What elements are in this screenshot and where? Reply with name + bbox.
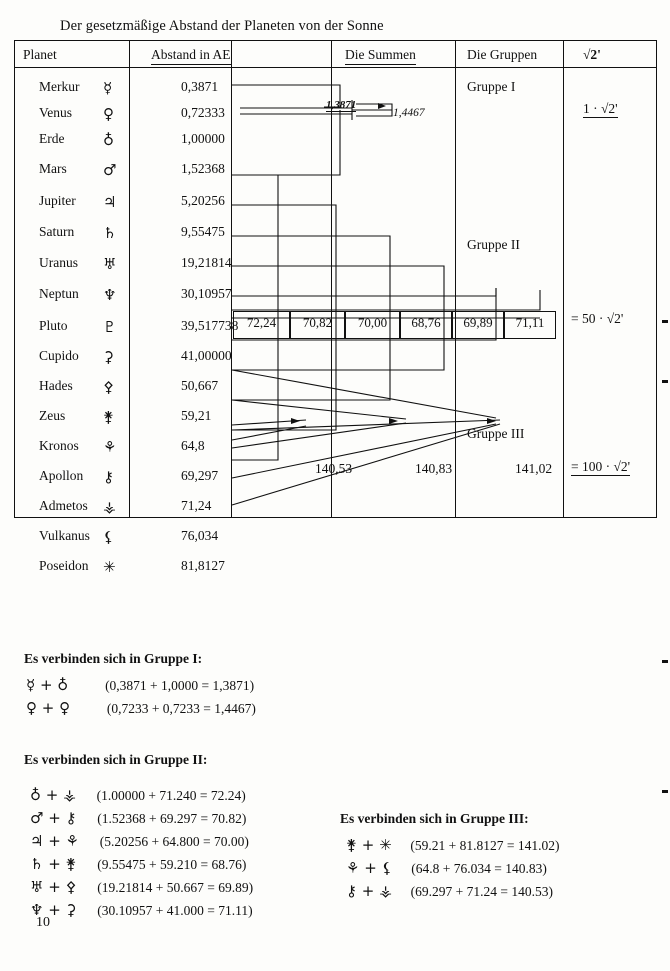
group-label-2: Gruppe II <box>467 237 520 252</box>
inline-sum-3: 140,53 <box>315 461 353 476</box>
planet-distance: 50,667 <box>181 378 219 393</box>
planet-symbol: ♇ <box>103 318 117 336</box>
sqrt-expression-3: = 100 · √2' <box>571 459 631 474</box>
planet-name: Cupido <box>39 348 79 363</box>
column-header-sums: Die Summen <box>345 47 416 65</box>
note-line <box>26 676 254 694</box>
note-symbols: ♃ + ⚘ <box>30 832 79 850</box>
note-line <box>346 882 553 900</box>
planet-name: Hades <box>39 378 73 393</box>
sum-cell: 70,00 <box>345 311 400 339</box>
planet-name: Kronos <box>39 438 79 453</box>
group-label-3: Gruppe III <box>467 426 525 441</box>
table-vrule <box>563 41 564 517</box>
planet-name: Vulkanus <box>39 528 90 543</box>
page-number: 10 <box>36 915 50 930</box>
planet-symbol: ⚘ <box>103 438 117 456</box>
notes-heading-group1: Es verbinden sich in Gruppe I: <box>24 651 203 666</box>
note-text: (9.55475 + 59.210 = 68.76) <box>97 857 247 872</box>
column-header-sqrt: √2' <box>583 47 601 62</box>
group-label-1: Gruppe I <box>467 79 516 94</box>
sqrt-expression-1: 1 · √2' <box>583 101 618 116</box>
planet-distance: 0,3871 <box>181 79 219 94</box>
planet-symbol: ♆ <box>103 286 117 304</box>
planet-distance: 69,297 <box>181 468 219 483</box>
note-symbols: ♆ + ⚳ <box>30 901 77 919</box>
scan-edge-mark <box>662 790 668 793</box>
note-line <box>30 832 249 850</box>
column-header-distance: Abstand in AE <box>151 47 231 65</box>
planet-symbol: ⚸ <box>103 528 114 546</box>
planet-symbol: ☿ <box>103 79 113 97</box>
table-vrule <box>231 41 232 517</box>
planet-symbol: ♀ <box>103 105 114 123</box>
note-symbols: ♄ + ⚵ <box>30 855 77 873</box>
note-symbols: ♅ + ⚴ <box>30 878 77 896</box>
scan-edge-mark <box>662 380 668 383</box>
planet-distance: 9,55475 <box>181 224 225 239</box>
inline-sum-4: 140,83 <box>415 461 453 476</box>
planet-distance: 76,034 <box>181 528 219 543</box>
note-text: (59.21 + 81.8127 = 141.02) <box>410 838 560 853</box>
note-line <box>30 786 246 804</box>
note-symbols: ⚵ + ✳ <box>346 836 392 854</box>
note-text: (19.21814 + 50.667 = 69.89) <box>97 880 254 895</box>
planet-symbol: ⚷ <box>103 468 114 486</box>
planet-distance: 1,00000 <box>181 131 225 146</box>
planet-name: Zeus <box>39 408 66 423</box>
planet-name: Saturn <box>39 224 75 239</box>
planet-symbol: ♃ <box>103 193 117 211</box>
table-vrule <box>331 41 332 517</box>
planet-distance: 59,21 <box>181 408 212 423</box>
planet-distance: 5,20256 <box>181 193 225 208</box>
planet-name: Neptun <box>39 286 79 301</box>
planet-distance: 71,24 <box>181 498 212 513</box>
inline-sum-5: 141,02 <box>515 461 553 476</box>
planet-symbol: ✳ <box>103 558 116 576</box>
planet-distance: 30,10957 <box>181 286 232 301</box>
note-line <box>346 836 560 854</box>
planet-name: Apollon <box>39 468 84 483</box>
note-symbols: ♀ + ♀ <box>26 699 71 717</box>
planet-symbol: ♅ <box>103 255 117 273</box>
table-vrule <box>129 41 130 517</box>
planet-symbol: ⚵ <box>103 408 114 426</box>
note-text: (1.52368 + 69.297 = 70.82) <box>97 811 247 826</box>
sqrt-expression-2: = 50 · √2' <box>571 311 624 326</box>
note-symbols: ☿ + ♁ <box>26 676 69 694</box>
planet-name: Merkur <box>39 79 80 94</box>
planet-symbol: ⚶ <box>103 498 116 516</box>
planet-name: Venus <box>39 105 72 120</box>
note-line <box>30 901 253 919</box>
note-symbols: ⚘ + ⚸ <box>346 859 393 877</box>
inline-sum-2: 1,4467 <box>393 107 425 119</box>
sum-cell: 70,82 <box>290 311 345 339</box>
planet-distance-table <box>14 40 657 576</box>
sum-cell: 69,89 <box>452 311 504 339</box>
planet-name: Poseidon <box>39 558 89 573</box>
inline-sum-1: 1,3871 <box>326 99 357 111</box>
notes-heading-group3: Es verbinden sich in Gruppe III: <box>340 811 529 826</box>
note-text: (69.297 + 71.24 = 140.53) <box>410 884 553 899</box>
planet-name: Jupiter <box>39 193 76 208</box>
planet-symbol: ♂ <box>103 161 117 179</box>
planet-symbol: ⚳ <box>103 348 114 366</box>
note-symbols: ⚷ + ⚶ <box>346 882 392 900</box>
planet-distance: 64,8 <box>181 438 205 453</box>
scan-edge-mark <box>662 320 668 323</box>
planet-symbol: ♁ <box>103 131 114 149</box>
notes-heading-group2: Es verbinden sich in Gruppe II: <box>24 752 208 767</box>
table-header-rule <box>15 67 656 68</box>
planet-name: Mars <box>39 161 67 176</box>
sum-cell: 68,76 <box>400 311 452 339</box>
note-text: (5.20256 + 64.800 = 70.00) <box>99 834 249 849</box>
scan-edge-mark <box>662 660 668 663</box>
note-symbols: ♁ + ⚶ <box>30 786 76 804</box>
note-line <box>30 855 246 873</box>
planet-distance: 39,517738 <box>181 318 239 333</box>
planet-distance: 0,72333 <box>181 105 225 120</box>
note-line <box>30 809 246 827</box>
sum-cell: 72,24 <box>233 311 290 339</box>
page-title: Der gesetzmäßige Abstand der Planeten von der Sonne <box>60 18 384 34</box>
column-header-groups: Die Gruppen <box>467 47 538 62</box>
sum-cell: 71,11 <box>504 311 556 339</box>
note-line <box>346 859 547 877</box>
planet-distance: 81,8127 <box>181 558 225 573</box>
note-text: (64.8 + 76.034 = 140.83) <box>411 861 547 876</box>
planet-symbol: ♄ <box>103 224 117 242</box>
planet-distance: 19,21814 <box>181 255 232 270</box>
planet-name: Erde <box>39 131 65 146</box>
note-text: (30.10957 + 41.000 = 71.11) <box>97 903 253 918</box>
note-text: (0,7233 + 0,7233 = 1,4467) <box>106 701 256 716</box>
column-header-planet: Planet <box>23 47 57 62</box>
planet-distance: 1,52368 <box>181 161 225 176</box>
note-text: (0,3871 + 1,0000 = 1,3871) <box>105 678 255 693</box>
planet-name: Admetos <box>39 498 88 513</box>
planet-distance: 41,00000 <box>181 348 232 363</box>
planet-symbol: ⚴ <box>103 378 114 396</box>
table-vrule <box>455 41 456 517</box>
note-symbols: ♂ + ⚷ <box>30 809 77 827</box>
note-text: (1.00000 + 71.240 = 72.24) <box>96 788 246 803</box>
planet-name: Pluto <box>39 318 68 333</box>
planet-name: Uranus <box>39 255 78 270</box>
note-line <box>30 878 253 896</box>
note-line <box>26 699 256 717</box>
